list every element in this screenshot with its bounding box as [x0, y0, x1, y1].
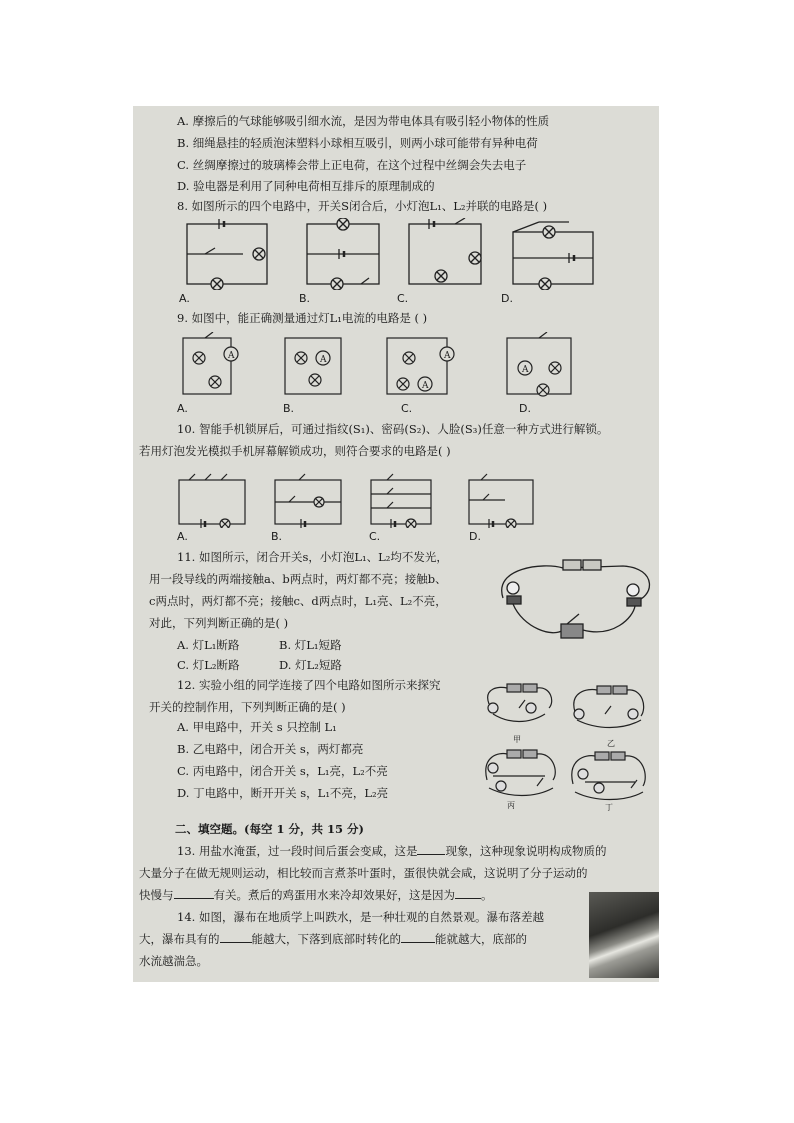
q9-label-a: A.	[177, 402, 188, 415]
q11-line-3: c两点时，两灯都不亮；接触c、d两点时，L₁亮、L₂不亮，	[149, 594, 447, 608]
q11-option-b: B. 灯L₁短路	[279, 638, 342, 652]
q12-line-1: 12. 实验小组的同学连接了四个电路如图所示来探究	[177, 678, 441, 692]
q12-circuit-yi	[567, 680, 649, 740]
q8-label-a: A.	[179, 292, 190, 305]
q13-text-3	[139, 884, 659, 906]
q10-circuit-b	[271, 466, 345, 528]
q9-label-b: B.	[283, 402, 295, 415]
q13-part-4: 快慢与	[139, 888, 174, 902]
q12-label-yi: 乙	[607, 739, 615, 748]
q10-circuit-a	[175, 466, 249, 528]
q9-circuit-b	[281, 332, 347, 400]
q13-blank-1[interactable]	[417, 842, 445, 855]
q7-option-b: B. 细绳悬挂的轻质泡沫塑料小球相互吸引，则两小球可能带有异种电荷	[177, 136, 538, 150]
q14-part-2: 大，瀑布具有的	[139, 932, 220, 946]
q11-line-1: 11. 如图所示，闭合开关s，小灯泡L₁、L₂均不发光，	[177, 550, 448, 564]
q14-text-3	[139, 950, 439, 972]
q8-circuit-a	[183, 218, 273, 290]
q11-line-2: 用一段导线的两端接触a、b两点时，两灯都不亮；接触b、	[149, 572, 447, 586]
section-fill-in-title: 二、填空题。(每空 1 分，共 15 分)	[175, 822, 364, 836]
q9-label-c: C.	[401, 402, 413, 415]
q8-circuit-c	[405, 218, 485, 290]
q12-option-d: D. 丁电路中，断开开关 s，L₁不亮，L₂亮	[177, 786, 389, 800]
q9-circuit-d	[503, 332, 579, 400]
svg-text:A: A	[444, 351, 451, 361]
svg-text:A: A	[522, 365, 529, 375]
q13-part-5: 有关。煮后的鸡蛋用水来冷却效果好，这是因为	[213, 888, 455, 902]
q13-text-2	[139, 862, 659, 884]
q11-option-c: C. 灯L₂断路	[177, 658, 240, 672]
q12-option-c: C. 丙电路中，闭合开关 s，L₁亮，L₂不亮	[177, 764, 388, 778]
q13-part-6: 。	[481, 888, 493, 902]
q13-part-1: 13. 用盐水淹蛋，过一段时间后蛋会变咸，这是	[177, 844, 418, 858]
q11-option-d: D. 灯L₂短路	[279, 658, 342, 672]
q11-line-4: 对此，下列判断正确的是( )	[149, 616, 289, 630]
q14-part-4: 能就越大，底部的	[435, 932, 527, 946]
q12-circuit-ding	[565, 748, 651, 806]
q10-stem-1: 10. 智能手机锁屏后，可通过指纹(S₁)、密码(S₂)、人脸(S₃)任意一种方式进行解锁。	[177, 422, 609, 436]
q10-label-a: A.	[177, 530, 188, 543]
q8-circuit-d	[509, 218, 597, 290]
q14-part-3: 能越大，下落到底部时转化的	[251, 932, 401, 946]
q7-option-d: D. 验电器是利用了同种电荷相互排斥的原理制成的	[177, 179, 435, 193]
q14-blank-2[interactable]	[401, 930, 435, 943]
q13-part-2: 现象，这种现象说明构成物质的	[445, 844, 607, 858]
q14-part-5: 水流越湍急。	[139, 954, 208, 968]
q10-circuit-c	[367, 466, 441, 528]
q8-label-d: D.	[501, 292, 513, 305]
q11-circuit-photo	[483, 558, 655, 654]
waterfall-photo	[589, 892, 659, 978]
q9-circuit-c	[383, 332, 457, 400]
q12-circuit-jia	[479, 678, 559, 738]
svg-text:A: A	[422, 381, 429, 391]
q12-label-ding: 丁	[605, 803, 613, 812]
q13-part-3: 大量分子在做无规则运动，相比较而言煮茶叶蛋时，蛋很快就会咸，这说明了分子运动的	[139, 866, 588, 880]
q8-circuit-b	[303, 218, 383, 290]
q14-blank-1[interactable]	[220, 930, 252, 943]
q7-option-c: C. 丝绸摩擦过的玻璃棒会带上正电荷，在这个过程中丝绸会失去电子	[177, 158, 527, 172]
q13-blank-3[interactable]	[455, 886, 481, 899]
q14-text	[177, 906, 587, 928]
svg-text:A: A	[228, 351, 235, 361]
q8-label-c: C.	[397, 292, 409, 305]
q8-label-b: B.	[299, 292, 311, 305]
q9-stem: 9. 如图中，能正确测量通过灯L₁电流的电路是 ( )	[177, 311, 428, 325]
q10-label-c: C.	[369, 530, 381, 543]
q8-stem: 8. 如图所示的四个电路中，开关S闭合后，小灯泡L₁、L₂并联的电路是( )	[177, 199, 548, 213]
q12-option-b: B. 乙电路中，闭合开关 s，两灯都亮	[177, 742, 364, 756]
q10-stem-2: 若用灯泡发光模拟手机屏幕解锁成功，则符合要求的电路是( )	[139, 444, 451, 458]
q9-label-d: D.	[519, 402, 531, 415]
q13-text	[177, 840, 655, 862]
q12-option-a: A. 甲电路中，开关 s 只控制 L₁	[177, 720, 337, 734]
q12-circuit-bing	[479, 746, 561, 804]
q7-option-a: A. 摩擦后的气球能够吸引细水流，是因为带电体具有吸引轻小物体的性质	[177, 114, 550, 128]
q14-part-1: 14. 如图，瀑布在地质学上叫跌水，是一种壮观的自然景观。瀑布落差越	[177, 910, 544, 924]
q12-label-jia: 甲	[513, 735, 521, 744]
q11-option-a: A. 灯L₁断路	[177, 638, 240, 652]
exam-page	[133, 106, 659, 982]
q13-blank-2[interactable]	[174, 886, 214, 899]
q10-label-d: D.	[469, 530, 481, 543]
svg-text:A: A	[320, 355, 327, 365]
q14-text-2	[139, 928, 589, 950]
q12-label-bing: 丙	[507, 801, 515, 810]
q10-circuit-d	[465, 466, 539, 528]
q9-circuit-a	[179, 332, 241, 400]
q10-label-b: B.	[271, 530, 283, 543]
q12-line-2: 开关的控制作用，下列判断正确的是( )	[149, 700, 346, 714]
